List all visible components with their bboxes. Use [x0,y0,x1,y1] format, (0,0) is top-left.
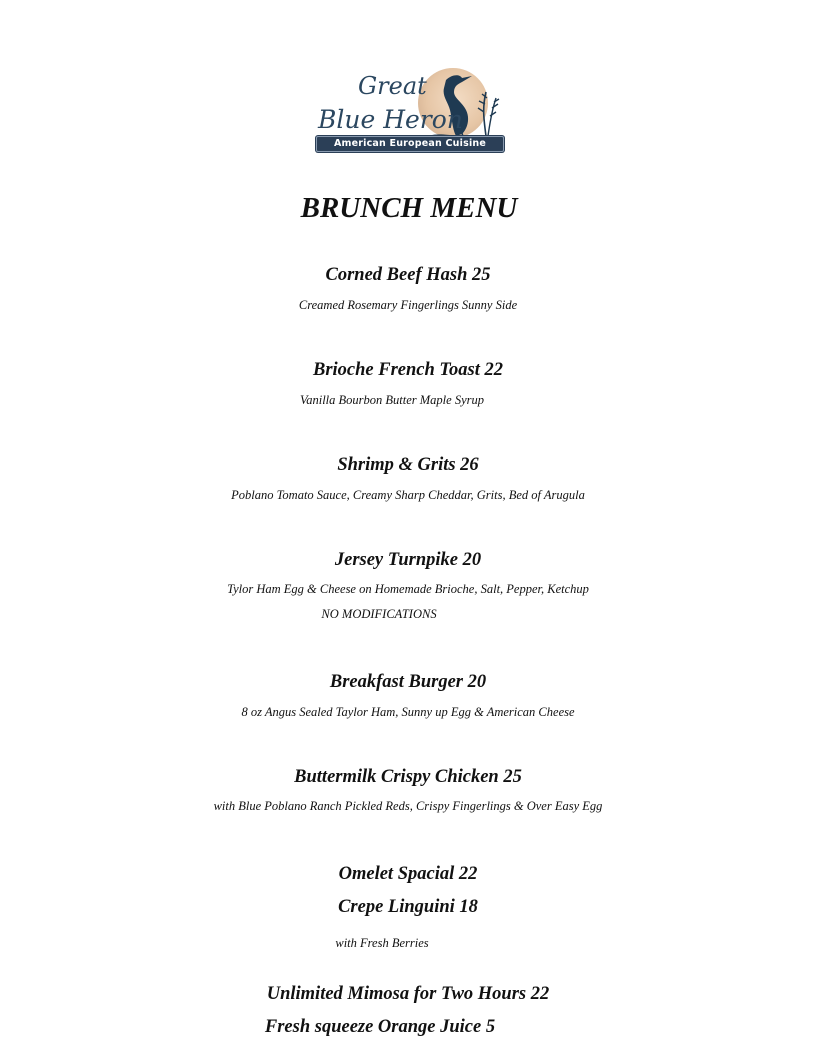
restaurant-logo [314,64,504,154]
menu-item-note: NO MODIFICATIONS [321,607,437,621]
menu-item-name: Omelet Spacial 22 [338,864,478,884]
menu-item-description: with Blue Poblano Ranch Pickled Reds, Crispy Fingerlings & Over Easy Egg [213,799,603,813]
logo-script-blue-heron: Blue Heron [318,105,463,134]
menu-item-name: Brioche French Toast 22 [313,360,503,380]
menu-item-description: with Fresh Berries [335,936,429,950]
logo-script-great: Great [358,72,427,100]
menu-title: BRUNCH MENU [300,192,518,224]
menu-item-name: Shrimp & Grits 26 [337,455,479,475]
menu-item-description: Tylor Ham Egg & Cheese on Homemade Brioche, Salt, Pepper, Ketchup [227,582,589,596]
menu-item-description: Vanilla Bourbon Butter Maple Syrup [299,393,484,407]
menu-item-description: 8 oz Angus Sealed Taylor Ham, Sunny up Egg & American Cheese [241,705,575,719]
logo-script-lettering [314,66,504,142]
menu-item-name: Fresh squeeze Orange Juice 5 [264,1017,496,1037]
menu-item-description: Creamed Rosemary Fingerlings Sunny Side [298,298,518,312]
menu-item-name: Unlimited Mimosa for Two Hours 22 [266,984,550,1004]
menu-item-name: Jersey Turnpike 20 [334,550,482,570]
logo-banner: American European Cuisine [316,136,504,152]
menu-item-name: Corned Beef Hash 25 [325,265,491,285]
menu-item-name: Buttermilk Crispy Chicken 25 [294,767,522,787]
menu-item-description: Poblano Tomato Sauce, Creamy Sharp Cheddar, Grits, Bed of Arugula [231,488,585,502]
menu-item-name: Crepe Linguini 18 [338,897,478,917]
menu-item-name: Breakfast Burger 20 [329,672,487,692]
